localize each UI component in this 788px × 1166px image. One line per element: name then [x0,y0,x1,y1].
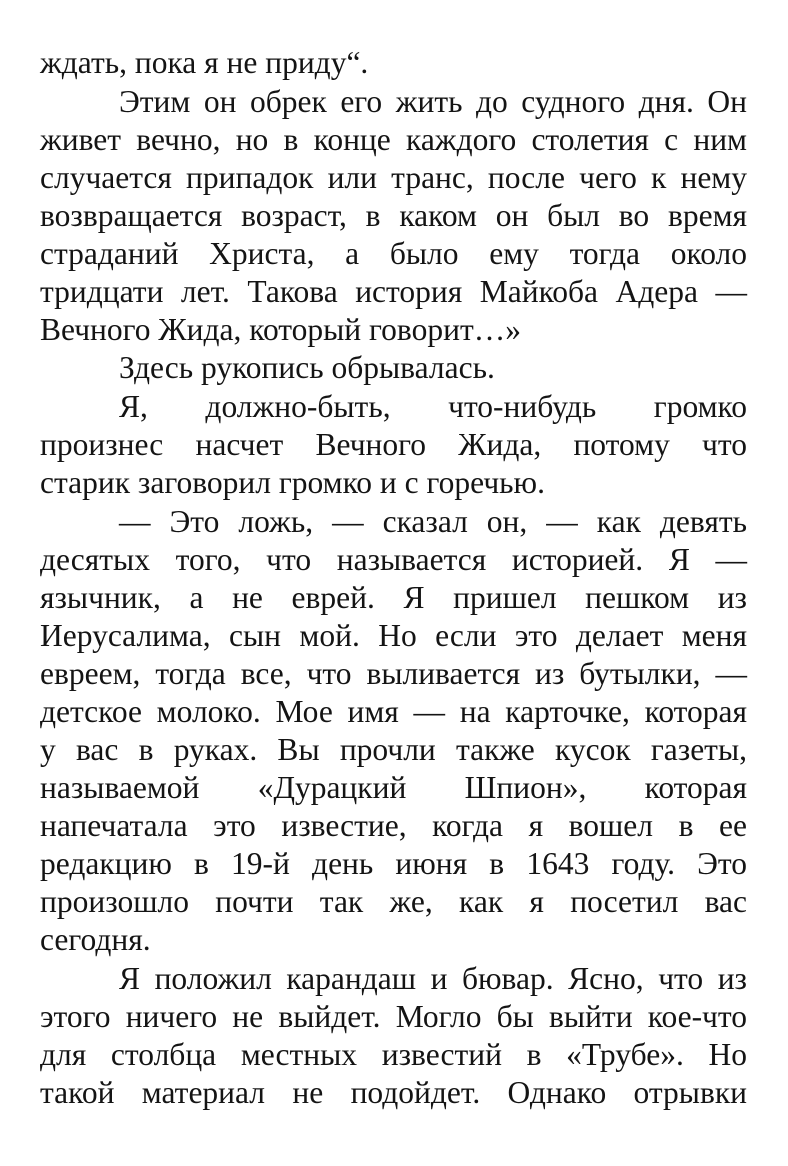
text-line: напечатала это известие, когда я вошел в ее [40,808,747,843]
text-line-paragraph-start: — Это ложь, — сказал он, — как девять [119,504,747,539]
text-line-paragraph-start: Я положил карандаш и бювар. Ясно, что из [119,961,747,996]
text-line: язычник, а не еврей. Я пришел пешком из [40,580,747,615]
text-line: десятых того, что называется историей. Я — [40,542,747,577]
text-line: случается припадок или транс, после чего к нему [40,160,747,195]
text-line: сегодня. [40,922,151,957]
text-line: Иерусалима, сын мой. Но если это делает меня [40,618,747,653]
text-line: такой материал не подойдет. Однако отрывки [40,1075,747,1110]
text-line: живет вечно, но в конце каждого столетия с ним [40,122,747,157]
text-line: детское молоко. Мое имя — на карточке, которая [40,694,747,729]
text-line: для столбца местных известий в «Трубе». Но [40,1037,747,1072]
text-line: старик заговорил громко и с горечью. [40,465,545,500]
text-line: этого ничего не выйдет. Могло бы выйти кое-что [40,999,747,1034]
text-line: возвращается возраст, в каком он был во время [40,198,747,233]
text-line: произошло почти так же, как я посетил вас [40,884,747,919]
text-line: страданий Христа, а было ему тогда около [40,236,747,271]
text-line-paragraph-start: Я, должно-быть, что-нибудь громко [119,389,747,424]
text-line: редакцию в 19-й день июня в 1643 году. Это [40,846,747,881]
text-line: евреем, тогда все, что выливается из бутылки, — [40,656,747,691]
text-line: тридцати лет. Такова история Майкоба Адера — [40,274,747,309]
text-line: называемой «Дурацкий Шпион», которая [40,770,747,805]
text-line-paragraph-start: Этим он обрек его жить до судного дня. Он [119,84,747,119]
text-line: произнес насчет Вечного Жида, потому что [40,427,747,462]
text-line: у вас в руках. Вы прочли также кусок газеты, [40,732,747,767]
text-line: ждать, пока я не приду“. [40,45,369,80]
text-line: Вечного Жида, который говорит…» [40,312,521,347]
text-line-paragraph-start: Здесь рукопись обрывалась. [119,350,495,385]
